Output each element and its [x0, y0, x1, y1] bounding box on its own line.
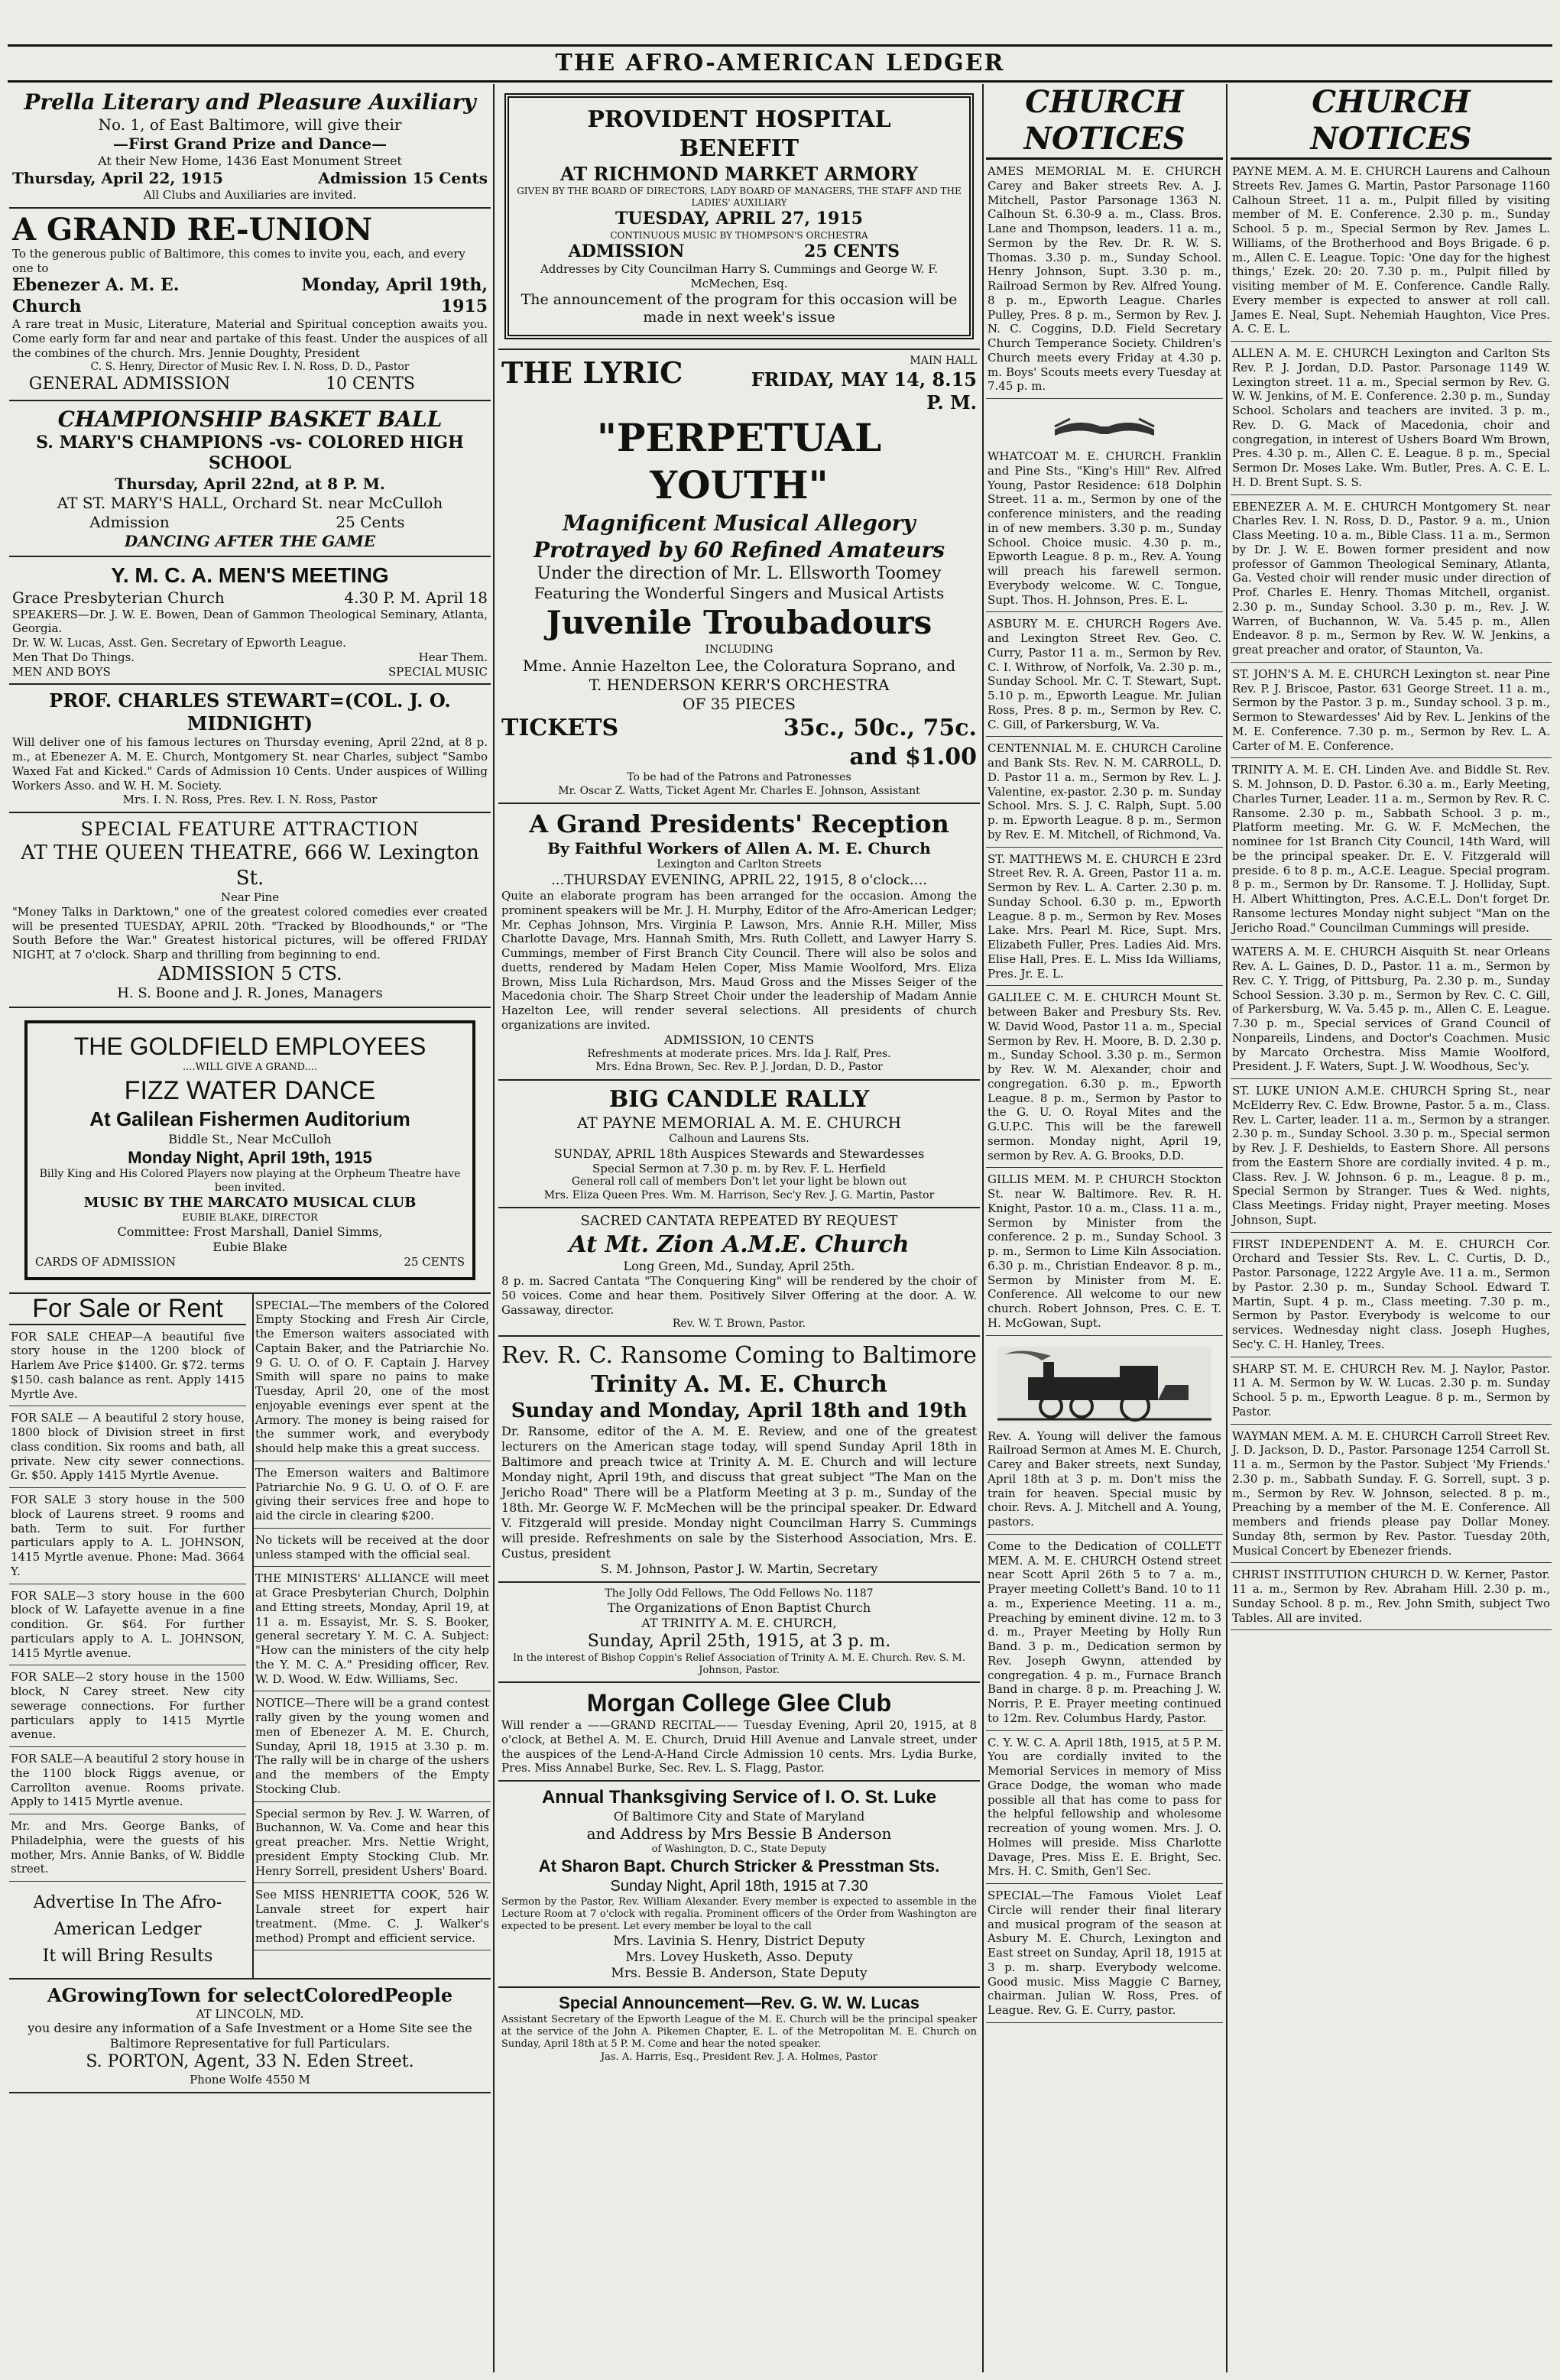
- lyric-line: Mme. Annie Hazelton Lee, the Coloratura Soprano, and: [522, 657, 956, 675]
- goldfield-line: Monday Night, April 19th, 1915: [128, 1147, 372, 1167]
- hospital-line: GIVEN BY THE BOARD OF DIRECTORS, LADY BOARD OF MANAGERS, THE STAFF AND THE LADIES' AUXILIARY: [517, 186, 962, 208]
- ad-stewart: [9, 685, 491, 813]
- church-notice: [986, 1336, 1223, 1535]
- lyric-row: [501, 355, 977, 414]
- lucas-body: Assistant Secretary of the Epworth League of the M. E. Church will be the principal speaker at the service of the John A. Pikemen Chapter, E. L. of the Metropolitan M. E. Church on Sunday, April 18th at 5 P. M. Come and hear the noted speaker.: [501, 2013, 977, 2051]
- reunion-row: [12, 275, 488, 317]
- prella-line: All Clubs and Auxiliaries are invited.: [143, 188, 357, 202]
- ymca-line: SPECIAL MUSIC: [388, 664, 488, 679]
- ymca-speakers: SPEAKERS—Dr. J. W. E. Bowen, Dean of Gammon Theological Seminary, Atlanta, Georgia.: [12, 607, 488, 636]
- church-notice: ALLEN A. M. E. CHURCH Lexington and Carlton Sts Rev. P. J. Jordan, D.D. Pastor. Parsonage 1149 W. Lexington street. 11 a. m., Special sermon by Rev. G. W. W. Jenkins, of M. E. Conference. 2.30 p. m., Sunday School. Scholars and teachers are invited. 3 p. m., Rev. D. G. Mack of Macedonia, choir and congregation, in interest of Ushers Board Wm Brown, Pres. 4.30 p. m., Allen C. E. League. 8 p. m., Special Sermon Dr. Moses Lake. Wm. Butler, Pres. A. C. E. L. H. D. Brent Supt. S. S.: [1231, 342, 1552, 495]
- reception-line: Lexington and Carlton Streets: [657, 858, 822, 871]
- oddfellows-line: AT TRINITY A. M. E. CHURCH,: [641, 1616, 837, 1630]
- goldfield-line: Biddle St., Near McCulloh: [168, 1131, 332, 1146]
- ransome-line: S. M. Johnson, Pastor J. W. Martin, Secretary: [600, 1561, 878, 1576]
- notice-item: See MISS HENRIETTA COOK, 526 W. Lanvale street for expert hair treatment. (Mme. C. J. Walker's method) Prompt and efficient service.: [254, 1883, 491, 1950]
- candle-line: General roll call of members Don't let your light be blown out: [571, 1175, 907, 1188]
- goldfield-line: Eubie Blake: [212, 1239, 287, 1254]
- advertise-box: [9, 1882, 246, 1978]
- church-notices-heading: CHURCH NOTICES: [1231, 84, 1552, 160]
- for-sale-item: FOR SALE 3 story house in the 500 block of Laurens street. 9 rooms and bath. Term to suit. For further particulars apply to A. L. JOHNSON, 1415 Myrtle avenue. Phone: Mad. 3664 Y.: [9, 1488, 246, 1584]
- lyric-line: Featuring the Wonderful Singers and Musical Artists: [534, 584, 945, 602]
- church-notice: ASBURY M. E. CHURCH Rogers Ave. and Lexington Street Rev. Geo. C. Curry, Pastor 11 a. m., Sermon by Rev. C. I. Withrow, of Norfolk, Va. 2.30 p. m., Sunday School. Mr. C. T. Stewart, Supt. 5.10 p. m., Epworth League. Mr. Julian Ross, Pres. 8 p. m., Sermon by Rev. C. C. Gill, of Parkersburg, W. Va.: [986, 612, 1223, 737]
- hospital-line: AT RICHMOND MARKET ARMORY: [560, 163, 918, 185]
- cantata-line: SACRED CANTATA REPEATED BY REQUEST: [580, 1213, 898, 1230]
- for-sale-title: For Sale or Rent: [9, 1294, 246, 1325]
- luke-line: and Address by Mrs Bessie B Anderson: [586, 1824, 892, 1843]
- queen-line: ADMISSION 5 CTS.: [157, 962, 342, 984]
- notice-item: THE MINISTERS' ALLIANCE will meet at Grace Presbyterian Church, Dolphin and Etting streets, Monday, April 19, at 11 a. m. Essayist, Mr. S. S. Booker, general secretary Y. M. C. A. Subject: "How can the ministers of the city help the Y. M. C. A." Presiding officer, Rev. W. D. Wood. W. Edw. Williams, Sec.: [254, 1567, 491, 1691]
- for-sale-item: Mr. and Mrs. George Banks, of Philadelphia, were the guests of his mother, Mrs. Annie Banks, of W. Biddle street.: [9, 1814, 246, 1882]
- reception-body: Quite an elaborate program has been arranged for the occasion. Among the prominent speakers will be Mr. J. H. Murphy, Editor of the Afro-American Ledger; Mr. Cephas Johnson, Mrs. Virginia P. Lawson, Mrs. Annie R.H. Miller, Miss Charlotte Davage, Mrs. Hannah Smith, Mrs. Ruth Collett, and Lawyer Harry S. Cummings, member of First Branch City Council. There will also be solos and duetts, rendered by Madam Helen Coper, Miss Mamie Woolford, Mrs. Eliza Brown, Miss Lula Richardson, Mrs. Maud Gross and the Misses Seiger of the Macedonia choir. The Sharp Street Choir under the leadership of Madam Annie Hazelton Lee, will render several selections. All presidents of church organizations are invited.: [501, 889, 977, 1032]
- advertise-line: It will Bring Results: [42, 1947, 213, 1967]
- prella-line: At their New Home, 1436 East Monument Street: [98, 154, 402, 168]
- church-notice: WATERS A. M. E. CHURCH Aisquith St. near Orleans Rev. A. L. Gaines, D. D., Pastor. 11 a. m., Sermon by Rev. C. Y. Trigg, of Pittsburg, Pa. 2.30 p. m., Sunday School Session. 3.30 p. m., Sermon by Rev. C. C. Gill, of Parkersburg, W. Va. 5.45 p. m., Allen C. E. League. 7.30 p. m., Special services of Grand Council of Nonpareils, Lindens, and Doctor's Coachmen. Music by Marcato Orchestra. Miss Mamie Woolford, President. J. F. Waters, Supt. J. W. Woodhous, Sec'y.: [1231, 940, 1552, 1079]
- ymca-church: Grace Presbyterian Church: [12, 588, 225, 607]
- reunion-date: Monday, April 19th, 1915: [301, 275, 488, 316]
- queen-line: H. S. Boone and J. R. Jones, Managers: [117, 984, 383, 1001]
- church-notice: ST. JOHN'S A. M. E. CHURCH Lexington st. near Pine Rev. P. J. Briscoe, Pastor. 631 George Street. 11 a. m., Sermon by the Pastor. 3 p. m., Sunday school. 3 p. m., Sermon to Stewardesses' Aid by Rev. L. Jenkins of the M. E. Conference. 7.30 p. m., Sermon by Rev. L. A. Carter of M. E. Conference.: [1231, 663, 1552, 759]
- stewart-body: Will deliver one of his famous lectures on Thursday evening, April 22nd, at 8 p. m., at Ebenezer A. M. E. Church, Montgomery St. near Charles, subject "Sambo Waxed Fat and Kicked." Cards of Admission 10 Cents. Under auspices of Willing Workers Asso. and W. H. M. Society.: [12, 735, 488, 793]
- reception-line: Mrs. Edna Brown, Sec. Rev. P. J. Jordan, D. D., Pastor: [595, 1061, 883, 1073]
- growing-line: S. PORTON, Agent, 33 N. Eden Street.: [86, 2052, 414, 2072]
- lyric-row: [501, 714, 977, 771]
- column-4: [1231, 84, 1552, 2372]
- column-2: [498, 84, 980, 2372]
- reunion-church: Ebenezer A. M. E. Church: [12, 275, 180, 316]
- notice-item: NOTICE—There will be a grand contest rally given by the young women and men of Ebenezer A. M. E. Church, Sunday, April 18, 1915 at 3.30 p. m. The rally will be in charge of the ushers and the members of the Empty Stocking Club.: [254, 1691, 491, 1801]
- ad-candle-rally: [498, 1081, 980, 1209]
- ransome-line: Sunday and Monday, April 18th and 19th: [511, 1399, 968, 1422]
- church-notice: EBENEZER A. M. E. CHURCH Montgomery St. near Charles Rev. I. N. Ross, D. D., Pastor. 9 a. m., Union Class Meeting. 10 a. m., Bible Class. 11 a. m., Sermon by Dr. J. W. E. Bowen former president and now professor of Gammon Theological Seminary, Atlanta, Ga. Vested choir will render music under direction of Prof. Charles E. Henry. Thomas Mitchell, organist. 2.30 p. m., Sunday School. 3.30 p. m., Rev. J. W. Warren, of Buchannon, W. Va. 5.45 p. m., Allen Endeavor. 8 p. m., Sermon by Rev. W. W. Jenkins, a great preacher and orator, of Staunton, Va.: [1231, 495, 1552, 663]
- prella-admission: Admission 15 Cents: [318, 169, 488, 187]
- reunion-row: [12, 374, 488, 395]
- lyric-tickets: TICKETS: [501, 715, 619, 741]
- lyric-hall: MAIN HALL: [910, 355, 977, 367]
- glee-title: Morgan College Glee Club: [586, 1689, 892, 1717]
- candle-line: Mrs. Eliza Queen Pres. Wm. M. Harrison, Sec'y Rev. J. G. Martin, Pastor: [543, 1188, 935, 1201]
- stewart-title: PROF. CHARLES STEWART=(COL. J. O. MIDNIGHT): [49, 689, 451, 735]
- basketball-row: [12, 513, 488, 532]
- notices-column: [252, 1294, 491, 1978]
- reception-line: ...THURSDAY EVENING, APRIL 22, 1915, 8 o'clock....: [551, 871, 927, 888]
- ad-lyric: [498, 350, 980, 804]
- reception-line: By Faithful Workers of Allen A. M. E. Church: [547, 839, 931, 858]
- ransome-line: Trinity A. M. E. Church: [591, 1370, 887, 1398]
- queen-body: "Money Talks in Darktown," one of the greatest colored comedies ever created will be presented TUESDAY, APRIL 20th. "Tracked by Bloodhounds," or "The South Before the War." Greatest historical pictures, will be offered FRIDAY NIGHT, at 7 o'clock. Sharp and thrilling from beginning to end.: [12, 904, 488, 961]
- lyric-line: Juvenile Troubadours: [546, 604, 932, 641]
- prella-line: —First Grand Prize and Dance—: [112, 135, 388, 153]
- ransome-body: Dr. Ransome, editor of the A. M. E. Review, and one of the greatest lecturers on the American stage today, will spend Sunday April 18th in Baltimore and preach twice at Trinity A. M. E. Church and will lecture Monday night, April 19th, and discuss that great subject "The Man on the Jericho Road" There will be a Platform Meeting at 3 p. m., Sunday of the 18th. Mr. George W. F. McMechen will be the principal speaker. Dr. Edward V. Fitzgerald will preside. Monday night Councilman Harry S. Cummings will preside. Refreshments on sale by the Sisterhood Association, Mrs. E. Custus, president: [501, 1423, 977, 1561]
- hospital-line: TUESDAY, APRIL 27, 1915: [615, 209, 863, 229]
- church-notice: Come to the Dedication of COLLETT MEM. A. M. E. CHURCH Ostend street near Scott April 26th 5 to 7 a. m., Prayer meeting Collett's Band. 10 to 11 a. m., Experience Meeting. 11 a. m., Preaching by eminent divine. 12 m. to 3 d. m., Prayer Meeting by Holly Run Band. 3 p. m., Dedication sermon by Rev. Joseph Gwynn, attended by congregation. 4 p. m., Furnace Branch Band in charge. 8 p. m. Preaching J. W. Norris, P. E. Prayer meeting continued to 12m. Rev. Columbus Hardy, Pastor.: [986, 1535, 1223, 1731]
- lyric-line: Protrayed by 60 Refined Amateurs: [533, 537, 945, 563]
- ad-glee-club: [498, 1683, 980, 1782]
- for-sale-item: FOR SALE—A beautiful 2 story house in the 1100 block Riggs avenue, or Carrollton avenue. Rooms private. Apply to 1415 Myrtle avenue.: [9, 1747, 246, 1814]
- ad-growing-town: [9, 1978, 491, 2093]
- lucas-line: Jas. A. Harris, Esq., President Rev. J. A. Holmes, Pastor: [600, 2051, 878, 2063]
- ymca-row: [12, 589, 488, 608]
- goldfield-line: FIZZ WATER DANCE: [124, 1075, 376, 1105]
- queen-line: AT THE QUEEN THEATRE, 666 W. Lexington St.: [21, 841, 479, 890]
- hospital-line: BENEFIT: [679, 135, 799, 162]
- classified-section: [9, 1294, 491, 1978]
- prella-row: [12, 169, 488, 188]
- candle-line: SUNDAY, APRIL 18th Auspices Stewards and Stewardesses: [553, 1146, 925, 1161]
- oddfellows-line: The Jolly Odd Fellows, The Odd Fellows No. 1187: [605, 1587, 874, 1600]
- cantata-line: Rev. W. T. Brown, Pastor.: [672, 1317, 806, 1330]
- reunion-title: A GRAND RE-UNION: [12, 211, 373, 248]
- church-notices-heading: CHURCH NOTICES: [986, 84, 1223, 160]
- cantata-title: At Mt. Zion A.M.E. Church: [569, 1231, 910, 1258]
- locomotive-icon: [997, 1347, 1211, 1423]
- reunion-admission: GENERAL ADMISSION: [28, 375, 231, 394]
- goldfield-line: Billy King and His Colored Players now playing at the Orpheum Theatre have been invited.: [39, 1168, 461, 1194]
- lyric-show: "PERPETUAL YOUTH": [596, 414, 882, 507]
- growing-line: you desire any information of a Safe Investment or a Home Site see the Baltimore Representative for full Particulars.: [28, 2021, 472, 2051]
- lyric-line: Mr. Oscar Z. Watts, Ticket Agent Mr. Charles E. Johnson, Assistant: [558, 784, 920, 797]
- basketball-line: DANCING AFTER THE GAME: [124, 531, 376, 550]
- candle-line: AT PAYNE MEMORIAL A. M. E. CHURCH: [576, 1114, 902, 1132]
- ad-reunion: [9, 209, 491, 401]
- ad-basketball: [9, 401, 491, 557]
- ad-reception: [498, 804, 980, 1081]
- advertise-line: American Ledger: [54, 1920, 202, 1940]
- goldfield-line: MUSIC BY THE MARCATO MUSICAL CLUB: [83, 1195, 417, 1211]
- ymca-line: Men That Do Things.: [12, 650, 135, 664]
- ymca-time: 4.30 P. M. April 18: [344, 588, 488, 607]
- hospital-line: Addresses by City Councilman Harry S. Cummings and George W. F. McMechen, Esq.: [540, 262, 939, 290]
- ad-st-luke: [498, 1782, 980, 1988]
- basketball-price: 25 Cents: [336, 512, 405, 531]
- column-rule: [1226, 84, 1228, 2372]
- church-notice: GALILEE C. M. E. CHURCH Mount St. between Baker and Presbury Sts. Rev. W. David Wood, Pastor 11 a. m., Special Sermon by Rev. H. Moore, B. D. 2.30 p. m., Sunday School. 3.30 p. m., Sermon by Rev. W. M. Alexander, choir and congregation. 6.30 p. m., Epworth League. 8 p. m., Sermon by Pastor to the G. U. O. Royal Mites and the G.U.P.C. This will be the farewell sermon. Monday night, April 19, sermon by Rev. A. G. Brooks, D.D.: [986, 986, 1223, 1168]
- lyric-title: THE LYRIC: [501, 355, 683, 390]
- reunion-line: To the generous public of Baltimore, this comes to invite you, each, and every one to: [12, 246, 465, 275]
- queen-title: SPECIAL FEATURE ATTRACTION: [80, 819, 420, 840]
- candle-line: Calhoun and Laurens Sts.: [669, 1133, 809, 1145]
- goldfield-title: THE GOLDFIELD EMPLOYEES: [73, 1033, 426, 1061]
- basketball-line: Thursday, April 22nd, at 8 P. M.: [115, 474, 385, 493]
- advertise-line: Advertise In The Afro-: [33, 1893, 222, 1912]
- reunion-body: A rare treat in Music, Literature, Material and Spiritual conception awaits you. Come early form far and near and partake of this feast. Under the auspices of all the combines of the church. Mrs. Jennie Doughty, President: [12, 317, 488, 360]
- church-notice: PAYNE MEM. A. M. E. CHURCH Laurens and Calhoun Streets Rev. James G. Martin, Pastor Parsonage 1160 Calhoun Street. 11 a. m., Pulpit filled by visiting member of M. E. Conference. 2.30 p. m., Sunday School. 5 p. m., Special Sermon by Rev. James L. Williams, of the Brotherhood and Boys Brigade. 6 p. m., Allen C. E. League. Topic: 'One day for the highest things,' Ezek. 20: 20. 7.30 p. m., Pulpit filled by visiting member of M. E. Conference. Candle Rally. Every member is expected to answer at roll call. James E. Neal, Supt. Nehemiah Haughton, Vice Pres. A. C. E. L.: [1231, 160, 1552, 342]
- notice-item: SPECIAL—The members of the Colored Empty Stocking and Fresh Air Circle, the Emerson waiters associated with Captain Baker, and the Patriarchie No. 9 G. U. O. of O. F. Captain J. Harvey Smith will spare no pains to make Tuesday, April 20, one of the most enjoyable evenings ever spent at the Armory. The money is being raised for the summer work, and everybody should help make this a great success.: [254, 1294, 491, 1461]
- luke-line: of Washington, D. C., State Deputy: [651, 1843, 827, 1855]
- ad-odd-fellows: [498, 1583, 980, 1684]
- for-sale-item: FOR SALE—3 story house in the 600 block of W. Lafayette avenue in a fine condition. Gr. $64. For further particulars apply to A. L. JOHNSON, 1415 Myrtle avenue.: [9, 1584, 246, 1666]
- church-notice: FIRST INDEPENDENT A. M. E. CHURCH Cor. Orchard and Tessier Sts. Rev. L. C. Curtis, D. D., Pastor. Parsonage, 1222 Argyle Ave. 11 a. m., Sermon by Pastor. 2.30 p. m., Sunday School. Edward T. Martin, Supt. 4 p. m., Class meeting. 7.30 p. m., Sermon by Pastor. Everybody is welcome to our services. Wednesday night class. Joseph Hughes, Sec'y. C. H. Hanley, Trees.: [1231, 1233, 1552, 1357]
- goldfield-box: [24, 1020, 475, 1279]
- for-sale-column: [9, 1294, 246, 1978]
- cantata-line: Long Green, Md., Sunday, April 25th.: [623, 1259, 855, 1274]
- oddfellows-line: The Organizations of Enon Baptist Church: [607, 1600, 871, 1615]
- column-3: [986, 84, 1223, 2372]
- lyric-date-block: [742, 355, 977, 414]
- queen-line: Near Pine: [220, 890, 280, 904]
- luke-line: Mrs. Lovey Husketh, Asso. Deputy: [625, 1949, 853, 1965]
- hospital-line: PROVIDENT HOSPITAL: [587, 106, 891, 133]
- church-notice: WAYMAN MEM. A. M. E. CHURCH Carroll Street Rev. J. D. Jackson, D. D., Pastor. Parsonage 1254 Carroll St. 11 a. m., Sermon by the Pastor. Subject 'My Friends.' 2.30 p. m., Sabbath Sunday. F. G. Sorrell, supt. 3 p. m., Sermon by Rev. W. Johnson, selected. 8 p. m., Preaching by a member of the M. E. Conference. All members and friends please pay Dollar Money. Sunday 8th, sermon by Rev. Pastor. Tuesday 20th, Musical Concert by Ebenezer friends.: [1231, 1425, 1552, 1564]
- ad-provident-hospital: [498, 84, 980, 350]
- ymca-title: Y. M. C. A. MEN'S MEETING: [111, 563, 389, 587]
- church-notice: C. Y. W. C. A. April 18th, 1915, at 5 P. M. You are cordially invited to the Memorial Services in memory of Miss Grace Dodge, the woman who made possible all that has come to pass for the helpful fellowship and wholesome recreation of young women. Mrs. J. O. Holmes will preside. Miss Charlotte Davage, Pres. Miss E. E. Bright, Sec. Mrs. H. C. Smith, Gen'l Sec.: [986, 1731, 1223, 1885]
- ad-queen-theatre: [9, 813, 491, 1008]
- hospital-row: [517, 242, 962, 263]
- lyric-line: INCLUDING: [705, 643, 774, 656]
- hospital-line: CONTINUOUS MUSIC BY THOMPSON'S ORCHESTRA: [610, 229, 868, 241]
- prella-line: No. 1, of East Baltimore, will give their: [98, 115, 402, 134]
- luke-line: Mrs. Bessie B. Anderson, State Deputy: [611, 1966, 868, 1981]
- church-notice: AMES MEMORIAL M. E. CHURCH Carey and Baker streets Rev. A. J. Mitchell, Pastor Parsonage 1363 N. Calhoun St. 6.30-9 a. m., Class. Bros. Lane and Thompson, leaders. 11 a. m., Sermon by the Rev. Dr. R. W. S. Thomas. 3.30 p. m., Sunday School. Henry Johnson, Supt. 3.30 p. m., Railroad Sermon by Rev. Alfred Young. 8 p. m., Epworth League. Charles Pulley, Pres. 8 p. m., Sermon by Rev. J. N. C. Coggins, D.D. Field Secretary Church Temperance Society. Children's Church meets every Friday at 4.30 p. m. Boys' Scouts meets every Tuesday at 7.45 p. m.: [986, 160, 1223, 399]
- growing-line: AT LINCOLN, MD.: [196, 2006, 304, 2021]
- basketball-line: S. MARY'S CHAMPIONS -vs- COLORED HIGH SCHOOL: [36, 432, 464, 473]
- masthead: THE AFRO-AMERICAN LEDGER: [8, 44, 1552, 83]
- goldfield-line: 25 CENTS: [404, 1254, 465, 1269]
- for-sale-item: FOR SALE — A beautiful 2 story house, 1800 block of Division street in first class condition. Six rooms and bath, all private. New city sewer connections. Gr. $50. Apply 1415 Myrtle Avenue.: [9, 1406, 246, 1488]
- reunion-price: 10 CENTS: [326, 375, 415, 394]
- church-notice: SPECIAL—The Famous Violet Leaf Circle will render their final literary and musical program of the season at Asbury M. E. Church, Lexington and East street on Sunday, April 18, 1915 at 3 p. m. sharp. Everybody welcome. Good music. Miss Maggie C Barney, chairman. Julian W. Ross, Pres. of League. Rev. G. E. Curry, pastor.: [986, 1884, 1223, 2023]
- prella-date: Thursday, April 22, 1915: [12, 169, 223, 187]
- luke-line: Sunday Night, April 18th, 1915 at 7.30: [610, 1877, 868, 1895]
- basketball-line: AT ST. MARY'S HALL, Orchard St. near McCulloh: [57, 493, 443, 512]
- ymca-row: [12, 665, 488, 679]
- growing-line: Phone Wolfe 4550 M: [190, 2072, 310, 2087]
- glee-body: Will render a ——GRAND RECITAL—— Tuesday Evening, April 20, 1915, at 8 o'clock, at Bethel A. M. E. Church, Druid Hill Avenue and Lanvale street, under the auspices of the Lend-A-Hand Circle Admission 10 cents. Mrs. Lydia Burke, Pres. Miss Annabel Burke, Sec. Rev. L. S. Flagg, Pastor.: [501, 1718, 977, 1775]
- lyric-line: T. HENDERSON KERR'S ORCHESTRA: [589, 676, 890, 694]
- church-notice-text: Rev. A. Young will deliver the famous Railroad Sermon at Ames M. E. Church, Carey and Baker streets, next Sunday, April 18th at 3 p. m. Don't miss the train for heaven. Special music by choir. Revs. A. J. Mitchell and A. Young, pastors.: [988, 1428, 1222, 1529]
- church-notice: SHARP ST. M. E. CHURCH Rev. M. J. Naylor, Pastor. 11 A. M. Sermon by W. W. Lucas. 2.30 p. m. Sunday School. 5 p. m., Epworth League. 8 p. m., Sermon by Pastor.: [1231, 1357, 1552, 1425]
- column-1: [9, 84, 491, 2372]
- luke-line: Mrs. Lavinia S. Henry, District Deputy: [613, 1933, 865, 1949]
- luke-body: Sermon by the Pastor, Rev. William Alexander. Every member is expected to assemble in the Lecture Room at 7 o'clock with regalia. Prominent officers of the Order from Washington are expected to be present. Let every member be loyal to the call: [501, 1895, 977, 1933]
- cantata-body: 8 p. m. Sacred Cantata "The Conquering King" will be rendered by the choir of 50 voices. Come and hear them. Positively Silver Offering at the door. A. W. Gassaway, director.: [501, 1274, 977, 1317]
- church-notice: GILLIS MEM. M. P. CHURCH Stockton St. near W. Baltimore. Rev. R. H. Knight, Pastor. 10 a. m., Class. 11 a. m., Sermon by Minister from the conference. 2 p. m., Sunday School. 3 p. m., Sermon to Lime Kiln Association. 6.30 p. m., Christian Endeavor. 8 p. m., Sermon by Minister from M. E. Conference. All welcome to our new church. Robert Johnson, Pres. C. E. T. H. McGowan, Supt.: [986, 1168, 1223, 1335]
- ad-goldfield: [9, 1008, 491, 1293]
- stewart-line: Mrs. I. N. Ross, Pres. Rev. I. N. Ross, Pastor: [122, 793, 378, 807]
- for-sale-item: FOR SALE—2 story house in the 1500 block, N Carey street. New city sewerage connections. For further particulars apply to 1415 Myrtle avenue.: [9, 1665, 246, 1747]
- reception-line: Refreshments at moderate prices. Mrs. Ida J. Ralf, Pres.: [587, 1047, 891, 1060]
- lyric-line: Under the direction of Mr. L. Ellsworth Toomey: [537, 563, 942, 583]
- ymca-row: [12, 650, 488, 665]
- goldfield-line: CARDS OF ADMISSION: [35, 1254, 176, 1269]
- ad-ymca: [9, 557, 491, 686]
- oddfellows-line: In the interest of Bishop Coppin's Relief Association of Trinity A. M. E. Church. Rev. S. M. Johnson, Pastor.: [512, 1652, 966, 1676]
- reunion-line: C. S. Henry, Director of Music Rev. I. N. Ross, D. D., Pastor: [90, 360, 410, 373]
- hospital-price: 25 CENTS: [804, 241, 900, 261]
- church-notice: TRINITY A. M. E. CH. Linden Ave. and Biddle St. Rev. S. M. Johnson, D. D. Pastor. 6.30 a. m., Early Meeting, Charles Turner, Leader. 11 a. m., Sermon by Rev. R. C. Ransome. 2.30 p. m., Sabbath School. 3 p. m., Platform meeting. Mr. G. W. F. McMechen, the nominee for 1st Branch City Council, 14th Ward, will be the principal speaker. Dr. E. V. Fitzgerald will preside. 6 to 8 p. m., A.C.E. League. Special program. 8 p. m., Sermon by Dr. Ransome. T. J. Holliday, Supt. H. Albert Whittington, Pres. A.C.E.L. Don't forget Dr. Ransome lectures Monday night subject "Man on the Jericho Road." Councilman Cummings will preside.: [1231, 758, 1552, 940]
- hospital-line: The announcement of the program for this occasion will be made in next week's issue: [521, 290, 958, 326]
- ad-prella: [9, 84, 491, 209]
- prella-title: Prella Literary and Pleasure Auxiliary: [24, 89, 476, 115]
- ymca-line: Hear Them.: [418, 650, 488, 664]
- luke-line: Of Baltimore City and State of Maryland: [613, 1809, 865, 1824]
- goldfield-line: Committee: Frost Marshall, Daniel Simms,: [117, 1224, 383, 1239]
- church-notice-text: WHATCOAT M. E. CHURCH. Franklin and Pine Sts., "King's Hill" Rev. Alfred Young, Pastor Residence: 618 Dolphin Street. 11 a. m., Sermon by one of the conference ministers, and the reading in of new members. 3.30 p. m., Sunday School. Choice music. 4.30 p. m., Epworth League. 8 p. m., Rev. A. Young will preach his farewell sermon. Everybody welcome. W. C. Tongue, Supt. Thos. H. Johnson, Pres. E. L.: [988, 449, 1221, 607]
- church-notice: CHRIST INSTITUTION CHURCH D. W. Kerner, Pastor. 11 a. m., Sermon by Rev. Abraham Hill. 2.30 p. m., Sunday School. 8 p. m., Rev. John Smith, subject Two Tables. All are invited.: [1231, 1563, 1552, 1630]
- column-rule: [493, 84, 495, 2372]
- ymca-line: MEN AND BOYS: [12, 664, 111, 679]
- goldfield-row: [35, 1255, 465, 1269]
- church-notice: ST. MATTHEWS M. E. CHURCH E 23rd Street Rev. R. A. Green, Pastor 11 a. m. Sermon by Rev. L. A. Carter. 2.30 p. m. Sunday School. 6.30 p. m., Epworth League. 8 p. m., Sermon by Rev. Moses Lake. Mrs. Pearl M. Rice, Supt. Mrs. Elizabeth Fuller, Pres. Ladies Aid. Mrs. Elise Hall, Pres. E. L. Miss Ida Williams, Pres. Jr. E. L.: [986, 848, 1223, 987]
- ransome-title: Rev. R. C. Ransome Coming to Baltimore: [501, 1342, 977, 1369]
- goldfield-line: At Galilean Fishermen Auditorium: [89, 1107, 410, 1130]
- hospital-admission: ADMISSION: [568, 241, 685, 261]
- lyric-prices: 35c., 50c., 75c. and $1.00: [783, 715, 977, 770]
- luke-title: Annual Thanksgiving Service of I. O. St. Luke: [541, 1787, 937, 1808]
- handshake-icon: [1047, 404, 1162, 449]
- luke-line: At Sharon Bapt. Church Stricker & Presstman Sts.: [538, 1856, 940, 1876]
- candle-title: BIG CANDLE RALLY: [608, 1085, 870, 1113]
- candle-line: Special Sermon at 7.30 p. m. by Rev. F. L. Herfield: [592, 1161, 887, 1175]
- goldfield-line: EUBIE BLAKE, DIRECTOR: [182, 1211, 318, 1224]
- lyric-line: Magnificent Musical Allegory: [563, 510, 916, 536]
- column-rule: [982, 84, 984, 2372]
- basketball-title: CHAMPIONSHIP BASKET BALL: [57, 406, 443, 432]
- reception-line: ADMISSION, 10 CENTS: [663, 1032, 815, 1047]
- ymca-speakers: Dr. W. W. Lucas, Asst. Gen. Secretary of Epworth League.: [12, 636, 346, 650]
- ad-ransome: [498, 1337, 980, 1583]
- lyric-date: FRIDAY, MAY 14, 8.15 P. M.: [751, 368, 977, 413]
- basketball-admission: Admission: [89, 512, 170, 531]
- lyric-line: To be had of the Patrons and Patronesses: [627, 771, 851, 783]
- hospital-frame: [504, 93, 974, 339]
- notice-item: Special sermon by Rev. J. W. Warren, of Buchannon, W. Va. Come and hear this great preacher. Mrs. Nettie Wright, president Empty Stocking Club. Mr. Henry Sorrell, president Ushers' Board.: [254, 1802, 491, 1884]
- growing-title: AGrowingTown for selectColoredPeople: [47, 1983, 453, 2006]
- ad-cantata: [498, 1208, 980, 1337]
- oddfellows-line: Sunday, April 25th, 1915, at 3 p. m.: [587, 1632, 891, 1651]
- for-sale-item: FOR SALE CHEAP—A beautiful five story house in the 1200 block of Harlem Ave Price $1400. Gr. $72. terms $150. cash balance as rent. Apply 1415 Myrtle Ave.: [9, 1325, 246, 1407]
- church-notice: CENTENNIAL M. E. CHURCH Caroline and Bank Sts. Rev. N. M. CARROLL, D. D. Pastor 11 a. m., Sermon by Rev. L. J. Valentine, ex-pastor. 2.30 p. m. Sunday School. Mrs. S. J. C. Ralph, Supt. 5.00 p. m. Epworth League. 8 p. m., Sermon by Rev. E. M. Mitchell, of Richmond, Va.: [986, 737, 1223, 847]
- church-notice: ST. LUKE UNION A.M.E. CHURCH Spring St., near McElderry Rev. C. Edw. Browne, Pastor. 5 a. m., Class. Rev. L. Carter, leader. 11 a. m., Sermon by a stranger. 2.30 p. m., Sunday School. 3.30 p. m., Special sermon by Rev. J. F. Deshields, to Eastern Shore. All persons from the Eastern Shore are cordially invited. 4 p. m., Class. Rev. J. W. Johnson. 6 p. m., League. 8 p. m., Special Sermon by Stranger. Tues & Wed. nights, Class Meetings. Friday night, Prayer meeting. Moses Johnson, Supt.: [1231, 1079, 1552, 1233]
- goldfield-line: ....WILL GIVE A GRAND....: [183, 1062, 317, 1074]
- church-notice: [986, 399, 1223, 612]
- notice-item: No tickets will be received at the door unless stamped with the official seal.: [254, 1529, 491, 1568]
- reception-title: A Grand Presidents' Reception: [529, 809, 949, 838]
- ad-lucas: [498, 1988, 980, 2068]
- lucas-title: Special Announcement—Rev. G. W. W. Lucas: [559, 1993, 919, 2013]
- notice-item: The Emerson waiters and Baltimore Patriarchie No. 9 G. U. O. of O. F. are giving their services free and hope to aid the circle in clearing $200.: [254, 1461, 491, 1529]
- lyric-line: OF 35 PIECES: [683, 695, 796, 713]
